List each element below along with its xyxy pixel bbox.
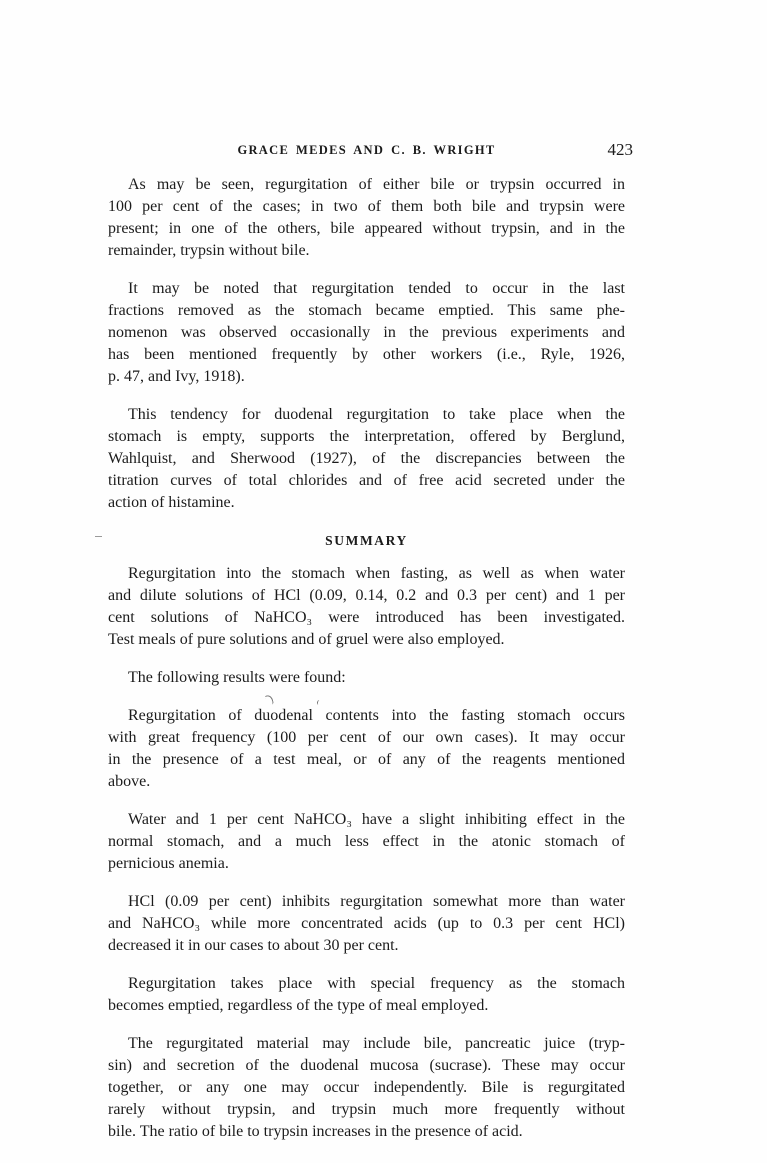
text-line: cent solutions of NaHCO₃ were introduced has been investigated.: [108, 609, 625, 626]
text-line: Regurgitation of duodenal contents into the fasting stomach occurs: [128, 707, 625, 724]
text-line: in the presence of a test meal, or of any of the reagents mentioned: [108, 751, 625, 768]
text-line: with great frequency (100 per cent of our own cases). It may occur: [108, 729, 625, 746]
text-line: HCl (0.09 per cent) inhibits regurgitation somewhat more than water: [128, 893, 625, 910]
text-line: and NaHCO₃ while more concentrated acids (up to 0.3 per cent HCl): [108, 915, 625, 932]
text-line: p. 47, and Ivy, 1918).: [108, 368, 245, 385]
text-line: This tendency for duodenal regurgitation to take place when the: [128, 406, 625, 423]
text-line: pernicious anemia.: [108, 855, 229, 872]
document-body: [108, 174, 625, 1159]
text-line: 100 per cent of the cases; in two of them both bile and trypsin were: [108, 198, 625, 215]
text-line: The regurgitated material may include bile, pancreatic juice (tryp-: [128, 1035, 625, 1052]
text-line: fractions removed as the stomach became emptied. This same phe-: [108, 302, 625, 319]
text-line: Test meals of pure solutions and of gruel were also employed.: [108, 631, 505, 648]
text-line: stomach is empty, supports the interpretation, offered by Berglund,: [108, 428, 625, 445]
text-line: Regurgitation into the stomach when fasting, as well as when water: [128, 565, 625, 582]
text-line: sin) and secretion of the duodenal mucosa (sucrase). These may occur: [108, 1057, 625, 1074]
text-line: together, or any one may occur independently. Bile is regurgitated: [108, 1079, 625, 1096]
text-line: action of histamine.: [108, 494, 235, 511]
text-line: becomes emptied, regardless of the type of meal employed.: [108, 997, 489, 1014]
text-line: Wahlquist, and Sherwood (1927), of the discrepancies between the: [108, 450, 625, 467]
text-line: present; in one of the others, bile appeared without trypsin, and in the: [108, 220, 625, 237]
text-line: nomenon was observed occasionally in the previous experiments and: [108, 324, 625, 341]
summary-heading: SUMMARY: [325, 533, 408, 548]
scan-artifact: [95, 536, 102, 537]
page-number: 423: [607, 140, 633, 159]
text-line: As may be seen, regurgitation of either bile or trypsin occurred in: [128, 176, 625, 193]
text-line: The following results were found:: [128, 669, 346, 686]
text-line: above.: [108, 773, 151, 790]
text-line: bile. The ratio of bile to trypsin increases in the presence of acid.: [108, 1123, 523, 1140]
text-line: normal stomach, and a much less effect in the atonic stomach of: [108, 833, 625, 850]
text-line: titration curves of total chlorides and of free acid secreted under the: [108, 472, 625, 489]
text-line: rarely without trypsin, and trypsin much more frequently without: [108, 1101, 625, 1118]
page-header: [108, 140, 633, 160]
text-line: It may be noted that regurgitation tended to occur in the last: [128, 280, 625, 297]
text-line: Water and 1 per cent NaHCO₃ have a slight inhibiting effect in the: [128, 811, 625, 828]
text-line: remainder, trypsin without bile.: [108, 242, 310, 259]
text-line: has been mentioned frequently by other workers (i.e., Ryle, 1926,: [108, 346, 625, 363]
text-line: Regurgitation takes place with special frequency as the stomach: [128, 975, 625, 992]
text-line: and dilute solutions of HCl (0.09, 0.14, 0.2 and 0.3 per cent) and 1 per: [108, 587, 625, 604]
running-title: GRACE MEDES AND C. B. WRIGHT: [237, 143, 496, 157]
text-line: decreased it in our cases to about 30 per cent.: [108, 937, 399, 954]
